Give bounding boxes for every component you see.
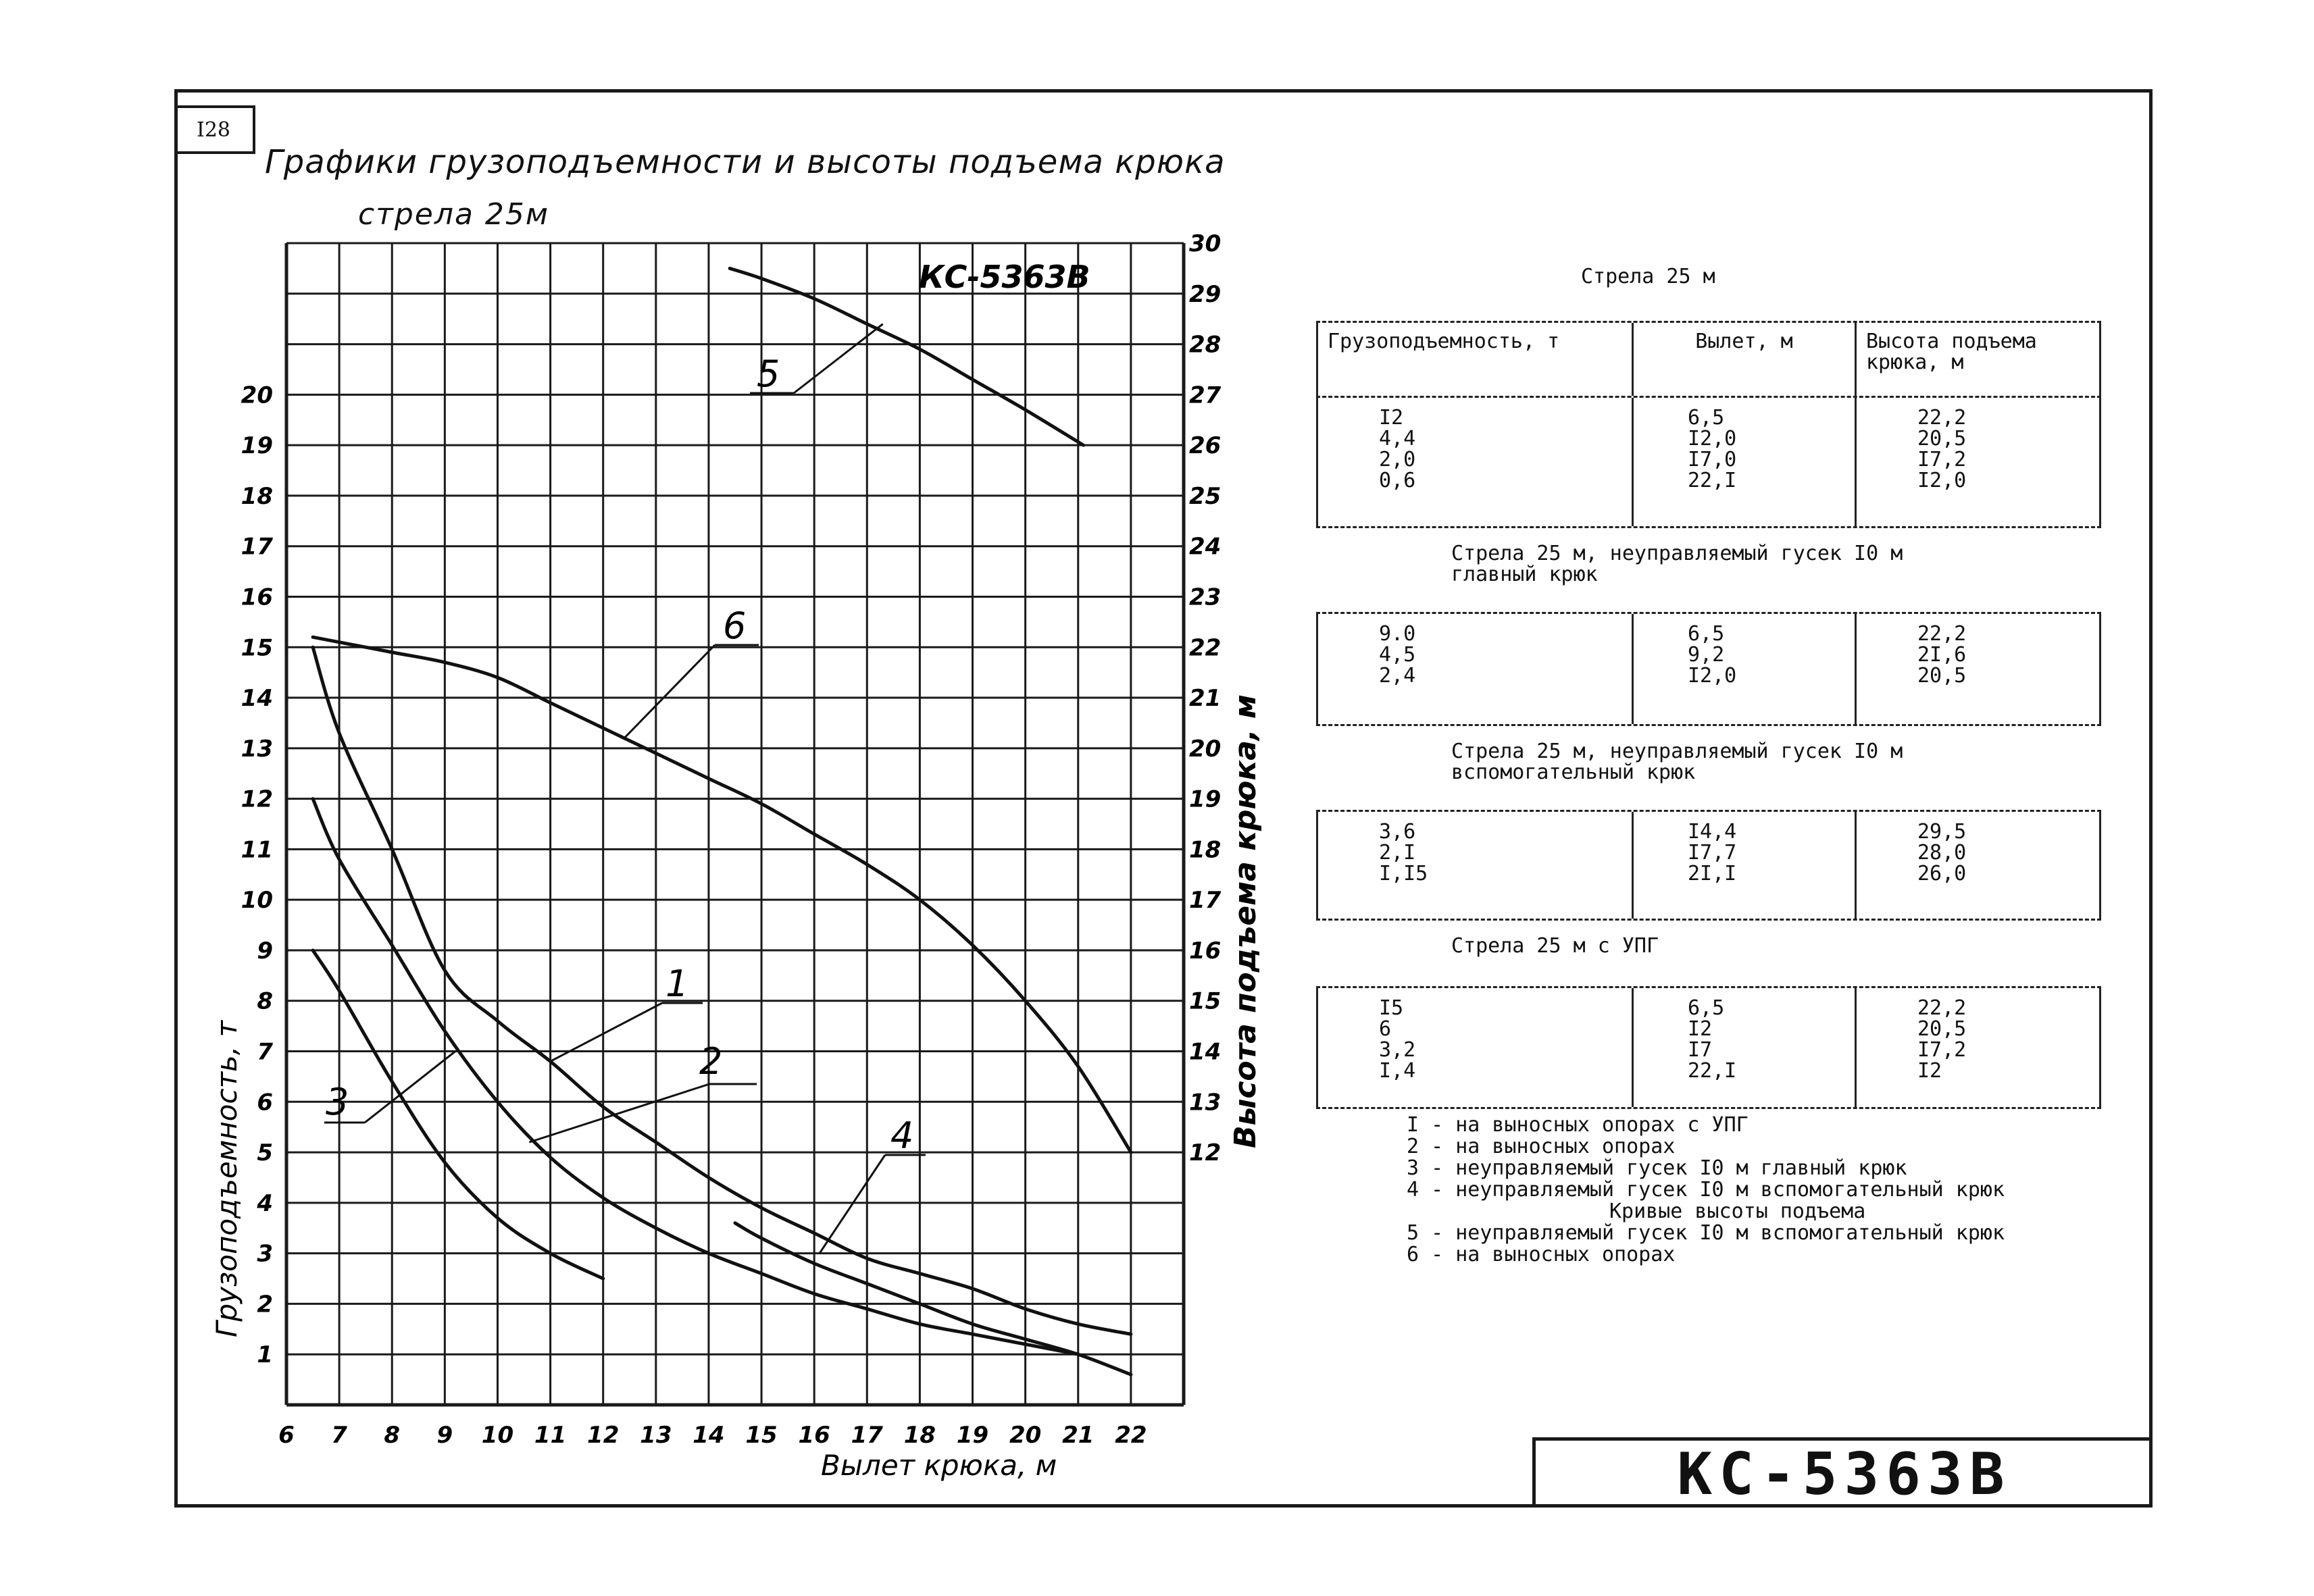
- legend-item: I - на выносных опорах с УПГ: [1407, 1113, 1749, 1137]
- y-axis-label-right: Высота подъема крюка, м: [1228, 694, 1263, 1148]
- curve-label-1: 1: [665, 962, 689, 1005]
- x-tick-label: 22: [1115, 1422, 1147, 1449]
- leader-line-5: [794, 324, 883, 393]
- y-left-tick-label: 4: [257, 1189, 273, 1217]
- curve-leaders: [324, 324, 926, 1254]
- y-left-tick-label: 14: [241, 685, 273, 713]
- x-tick-label: 14: [693, 1422, 725, 1449]
- table-header: [1316, 321, 2101, 398]
- y-left-tick-label: 15: [241, 634, 273, 662]
- y-right-tick-label: 16: [1189, 937, 1222, 964]
- page-subtitle: стрела 25м: [358, 197, 550, 232]
- leader-line-6: [624, 645, 715, 738]
- cell-height: 22,2 20,5 I7,2 I2,0: [1857, 398, 2101, 526]
- curve-label-5: 5: [757, 353, 780, 395]
- x-tick-label: 21: [1062, 1422, 1095, 1449]
- table-section-title: Стрела 25 м с УПГ: [1316, 921, 2101, 988]
- cell-reach: 6,5 I2 I7 22,I: [1634, 988, 1857, 1107]
- cell-capacity: I5 6 3,2 I,4: [1316, 988, 1634, 1107]
- legend-item: 2 - на выносных опорах: [1407, 1135, 1676, 1158]
- y-left-tick-label: 11: [241, 836, 273, 864]
- x-tick-label: 16: [798, 1422, 830, 1449]
- y-left-tick-label: 1: [257, 1341, 273, 1369]
- y-left-tick-label: 5: [257, 1139, 273, 1167]
- curve-label-2: 2: [699, 1040, 723, 1083]
- cell-capacity: 9.0 4,5 2,4: [1316, 614, 1634, 724]
- y-right-tick-label: 18: [1189, 836, 1222, 864]
- x-tick-label: 15: [745, 1422, 778, 1449]
- leader-line-4: [820, 1155, 885, 1254]
- y-left-tick-label: 7: [257, 1038, 273, 1066]
- y-right-tick-label: 29: [1189, 280, 1222, 308]
- title-block-stamp: КС-5363В: [1532, 1437, 2153, 1508]
- y-right-tick-label: 22: [1189, 634, 1222, 662]
- y-left-tick-label: 12: [241, 786, 273, 813]
- table-caption: Стрела 25 м: [1581, 265, 1715, 288]
- x-tick-label: 9: [436, 1422, 453, 1449]
- x-tick-label: 10: [481, 1422, 514, 1449]
- table-row: [1316, 398, 2101, 528]
- y-right-tick-label: 28: [1189, 331, 1222, 359]
- table-section-title: Стрела 25 м, неуправляемый гусек I0 м главный крюк: [1316, 528, 2101, 614]
- y-axis-label-left: Грузоподъемность, т: [210, 1021, 243, 1337]
- y-right-tick-label: 26: [1189, 432, 1222, 460]
- y-left-tick-label: 3: [257, 1240, 273, 1268]
- y-right-tick-label: 21: [1189, 685, 1222, 713]
- legend-item: 6 - на выносных опорах: [1407, 1243, 1676, 1266]
- y-right-tick-label: 14: [1189, 1038, 1222, 1066]
- curve-label-4: 4: [890, 1114, 914, 1157]
- y-left-tick-label: 13: [241, 735, 273, 763]
- curve-legend: [1407, 1114, 2005, 1266]
- curve-3: [313, 950, 603, 1279]
- y-right-tick-label: 24: [1189, 533, 1222, 561]
- y-left-tick-label: 19: [241, 432, 273, 460]
- y-left-tick-label: 18: [241, 482, 273, 510]
- table-row: [1316, 988, 2101, 1109]
- y-right-tick-label: 13: [1189, 1089, 1222, 1116]
- curve-2: [313, 799, 1078, 1355]
- y-right-tick-label: 12: [1189, 1139, 1222, 1167]
- curve-4: [735, 1223, 1131, 1374]
- header-capacity: Грузоподъемность, т: [1316, 323, 1634, 396]
- curve-1: [313, 647, 1131, 1334]
- x-tick-label: 18: [903, 1422, 936, 1449]
- y-left-tick-label: 20: [241, 382, 273, 409]
- curve-label-3: 3: [326, 1081, 349, 1123]
- y-left-tick-label: 17: [241, 533, 273, 561]
- y-right-tick-label: 23: [1189, 584, 1222, 611]
- x-tick-label: 12: [587, 1422, 620, 1449]
- page-title: Графики грузоподъемности и высоты подъема крюка: [265, 143, 1226, 181]
- cell-reach: 6,5 I2,0 I7,0 22,I: [1634, 398, 1857, 526]
- legend-item: 3 - неуправляемый гусек I0 м главный крюк: [1407, 1156, 1907, 1180]
- cell-capacity: I2 4,4 2,0 0,6: [1316, 398, 1634, 526]
- cell-capacity: 3,6 2,I I,I5: [1316, 812, 1634, 919]
- y-right-tick-label: 17: [1189, 887, 1222, 915]
- y-right-tick-label: 30: [1189, 230, 1222, 257]
- chart-grid: [286, 243, 1184, 1405]
- cell-reach: I4,4 I7,7 2I,I: [1634, 812, 1857, 919]
- y-right-tick-label: 27: [1189, 382, 1222, 409]
- cell-height: 22,2 20,5 I7,2 I2: [1857, 988, 2101, 1107]
- x-tick-label: 6: [278, 1422, 295, 1449]
- cell-reach: 6,5 9,2 I2,0: [1634, 614, 1857, 724]
- y-left-tick-label: 6: [257, 1089, 273, 1116]
- table-section-title: Стрела 25 м, неуправляемый гусек I0 м вспомогательный крюк: [1316, 726, 2101, 812]
- y-left-tick-label: 9: [257, 937, 273, 964]
- x-tick-label: 17: [851, 1422, 883, 1449]
- leader-line-1: [551, 1003, 662, 1061]
- legend-item: 4 - неуправляемый гусек I0 м вспомогательный крюк: [1407, 1178, 2005, 1202]
- model-label: КС-5363В: [919, 259, 1090, 295]
- leader-line-2: [529, 1084, 709, 1142]
- x-tick-label: 20: [1009, 1422, 1042, 1449]
- legend-item: 5 - неуправляемый гусек I0 м вспомогательный крюк: [1407, 1221, 2005, 1245]
- x-axis-label: Вылет крюка, м: [821, 1449, 1057, 1482]
- load-table: [1316, 321, 2101, 1109]
- x-tick-label: 13: [640, 1422, 672, 1449]
- y-left-tick-label: 8: [257, 987, 273, 1015]
- chart-curves: [313, 268, 1131, 1374]
- table-row: [1316, 614, 2101, 726]
- x-tick-label: 11: [534, 1422, 567, 1449]
- legend-heading: Кривые высоты подъема: [1609, 1200, 1866, 1223]
- cell-height: 29,5 28,0 26,0: [1857, 812, 2101, 919]
- table-row: [1316, 812, 2101, 921]
- header-reach: Вылет, м: [1634, 323, 1857, 396]
- y-left-tick-label: 16: [241, 584, 273, 611]
- y-left-tick-label: 2: [257, 1291, 273, 1318]
- x-tick-label: 19: [956, 1422, 989, 1449]
- y-right-tick-label: 19: [1189, 786, 1222, 813]
- x-tick-label: 8: [384, 1422, 401, 1449]
- y-right-tick-label: 15: [1189, 987, 1222, 1015]
- cell-height: 22,2 2I,6 20,5: [1857, 614, 2101, 724]
- y-right-tick-label: 25: [1189, 482, 1222, 510]
- curve-label-6: 6: [723, 604, 747, 647]
- y-left-tick-label: 10: [241, 887, 273, 915]
- page-number: I28: [174, 105, 255, 154]
- y-right-tick-label: 20: [1189, 735, 1222, 763]
- x-tick-label: 7: [331, 1422, 347, 1449]
- header-height: Высота подъема крюка, м: [1857, 323, 2101, 396]
